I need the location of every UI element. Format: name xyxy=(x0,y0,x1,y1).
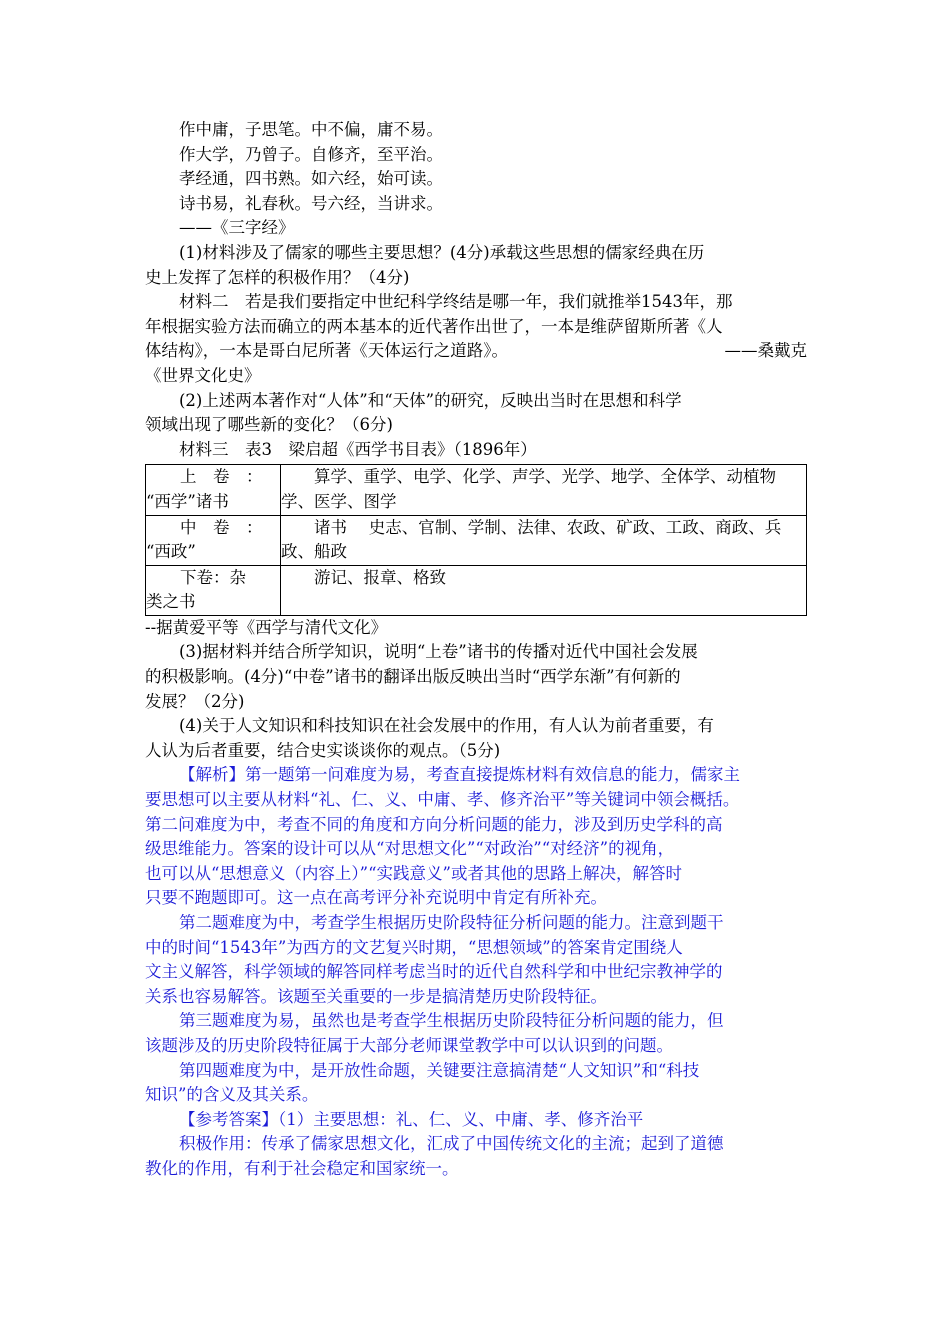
poem-line: 作中庸，子思笔。中不偏，庸不易。 xyxy=(179,120,443,139)
poem-line: 作大学，乃曾子。自修齐，至平治。 xyxy=(179,144,443,164)
question-3 xyxy=(145,640,807,714)
question-1 xyxy=(145,241,807,290)
material-2 xyxy=(145,290,807,388)
analysis-line xyxy=(145,763,807,788)
question-line: 发展？（2分) xyxy=(145,691,245,711)
poem xyxy=(145,118,807,241)
analysis-tag: 【解析】 xyxy=(179,765,245,785)
question-4 xyxy=(145,714,807,763)
poem-line: 诗书易，礼春秋。号六经，当讲求。 xyxy=(179,193,443,213)
question-line: 史上发挥了怎样的积极作用？（4分) xyxy=(145,267,410,287)
question-2 xyxy=(145,389,807,438)
answer-line xyxy=(145,1108,807,1133)
cell-text: 上 卷 ： xyxy=(180,467,263,487)
poem-source: ——《三字经》 xyxy=(179,218,295,238)
analysis-line: 第二题难度为中，考查学生根据历史阶段特征分析问题的能力。注意到题干 xyxy=(179,913,724,932)
analysis-text: 第一题第一问难度为易，考查直接提炼材料有效信息的能力，儒家主 xyxy=(245,765,740,785)
analysis-line: 中的时间“1543年”为西方的文艺复兴时期，“思想领域”的答案肯定围绕人 xyxy=(145,937,683,957)
cell-text: 类之书 xyxy=(146,592,196,612)
analysis-line: 级思维能力。答案的设计可以从“对思想文化”“对政治”“对经济”的视角， xyxy=(145,839,675,859)
analysis-line: 该题涉及的历史阶段特征属于大部分老师课堂教学中可以认识到的问题。 xyxy=(145,1035,673,1055)
question-line: (2)上述两本著作对“人体”和“天体”的研究，反映出当时在思想和科学 xyxy=(179,390,682,410)
analysis-section xyxy=(145,763,807,1181)
answer-text: （1）主要思想：礼、仁、义、中庸、孝、修齐治平 xyxy=(278,1109,644,1129)
book-list-table xyxy=(145,464,807,616)
analysis-line: 文主义解答，科学领域的解答同样考虑当时的近代自然科学和中世纪宗教神学的 xyxy=(145,962,723,982)
material-source: ——桑戴克 xyxy=(724,341,807,361)
cell-text: 下卷：杂 xyxy=(180,567,246,587)
question-line: 人认为后者重要，结合史实谈谈你的观点。（5分) xyxy=(145,740,501,760)
cell-text: 政、船政 xyxy=(281,542,347,562)
analysis-line: 第三题难度为易，虽然也是考查学生根据历史阶段特征分析问题的能力，但 xyxy=(179,1011,724,1031)
analysis-line: 关系也容易解答。该题至关重要的一步是搞清楚历史阶段特征。 xyxy=(145,986,607,1006)
table-row xyxy=(146,565,807,615)
table-cell xyxy=(281,515,807,565)
table-cell xyxy=(146,565,281,615)
answer-line: 教化的作用，有利于社会稳定和国家统一。 xyxy=(145,1158,459,1178)
question-line: 的积极影响。(4分)“中卷”诸书的翻译出版反映出当时“西学东渐”有何新的 xyxy=(145,667,681,687)
table-cell xyxy=(146,465,281,515)
table-cell xyxy=(281,465,807,515)
table-cell xyxy=(146,515,281,565)
table-row xyxy=(146,515,807,565)
analysis-line: 第二问难度为中，考查不同的角度和方向分析问题的能力，涉及到历史学科的高 xyxy=(145,814,723,834)
cell-text: 中 卷 ： xyxy=(180,517,263,537)
cell-text: 算学、重学、电学、化学、声学、光学、地学、全体学、动植物 xyxy=(281,467,776,487)
analysis-line: 也可以从“思想意义（内容上）”“实践意义”或者其他的思路上解决，解答时 xyxy=(145,863,682,883)
analysis-line: 第四题难度为中，是开放性命题，关键要注意搞清楚“人文知识”和“科技 xyxy=(179,1060,700,1080)
analysis-line: 要思想可以主要从材料“礼、仁、义、中庸、孝、修齐治平”等关键词中领会概括。 xyxy=(145,790,740,810)
cell-text: 诸书 史志、官制、学制、法律、农政、矿政、工政、商政、兵 xyxy=(281,517,782,537)
question-line: 领域出现了哪些新的变化？（6分) xyxy=(145,415,393,435)
question-line: (3)据材料并结合所学知识，说明“上卷”诸书的传播对近代中国社会发展 xyxy=(179,642,698,662)
material-3-title: 材料三 表3 梁启超《西学书目表》（1896年） xyxy=(179,439,537,459)
material-line: 材料二 若是我们要指定中世纪科学终结是哪一年，我们就推举1543年，那 xyxy=(179,292,733,312)
answer-line: 积极作用：传承了儒家思想文化，汇成了中国传统文化的主流；起到了道德 xyxy=(179,1134,724,1154)
question-line: (1)材料涉及了儒家的哪些主要思想？(4分)承载这些思想的儒家经典在历 xyxy=(179,242,705,262)
table-source: --据黄爱平等《西学与清代文化》 xyxy=(145,617,388,637)
material-line: 年根据实验方法而确立的两本基本的近代著作出世了，一本是维萨留斯所著《人 xyxy=(145,316,723,336)
table-cell xyxy=(281,565,807,615)
cell-text: 游记、报章、格致 xyxy=(281,567,446,587)
question-line: (4)关于人文知识和科技知识在社会发展中的作用，有人认为前者重要，有 xyxy=(179,716,714,736)
document-body xyxy=(145,118,807,1182)
material-source: 《世界文化史》 xyxy=(145,365,261,385)
cell-text: “西学”诸书 xyxy=(146,491,229,511)
material-line xyxy=(145,339,807,364)
cell-text: “西政” xyxy=(146,542,196,562)
cell-text: 学、医学、图学 xyxy=(281,491,397,511)
material-text: 体结构》，一本是哥白尼所著《天体运行之道路》。 xyxy=(145,341,508,361)
table-row xyxy=(146,465,807,515)
poem-line: 孝经通，四书熟。如六经，始可读。 xyxy=(179,169,443,189)
analysis-line: 只要不跑题即可。这一点在高考评分补充说明中肯定有所补充。 xyxy=(145,888,607,908)
answer-tag: 【参考答案】 xyxy=(179,1109,278,1129)
analysis-line: 知识”的含义及其关系。 xyxy=(145,1085,319,1105)
